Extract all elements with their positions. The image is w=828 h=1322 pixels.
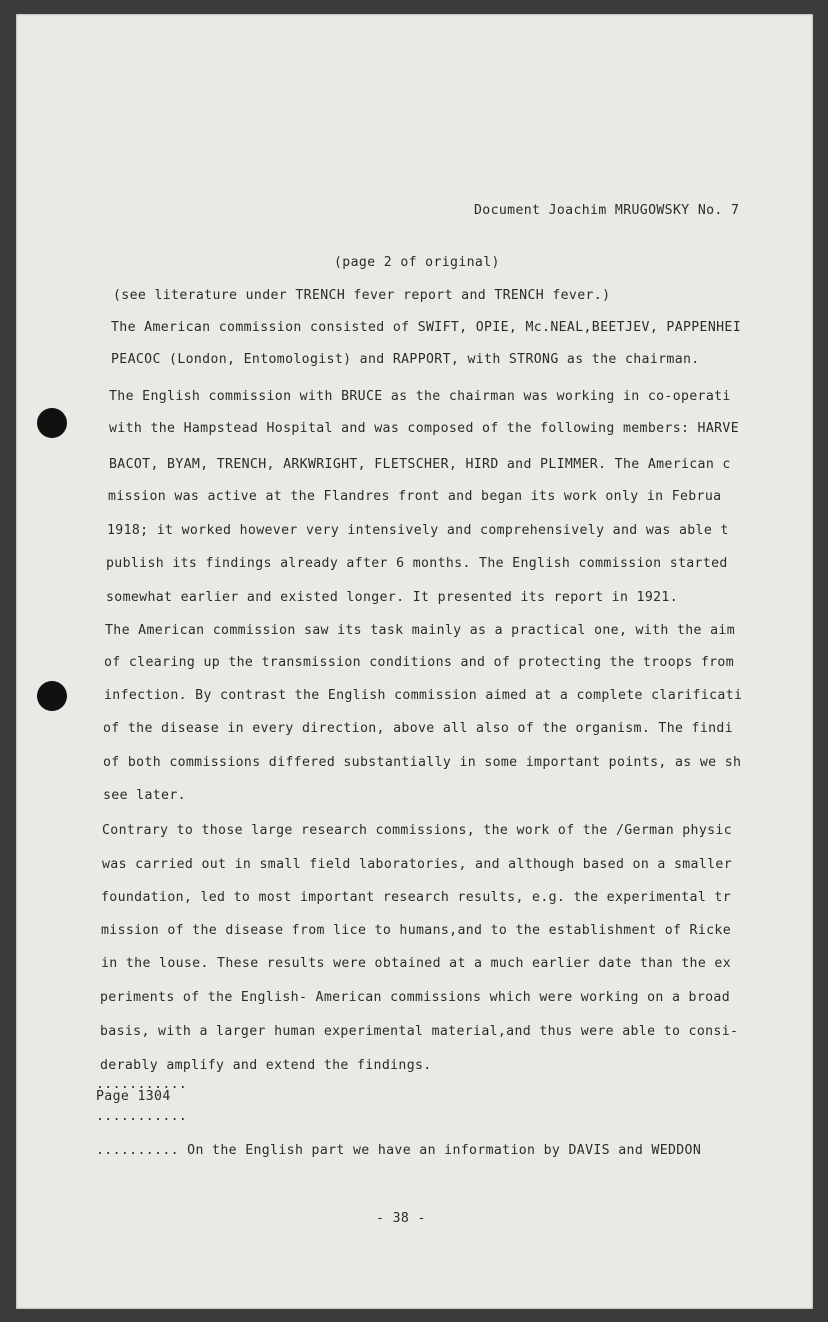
page-reference: Page 1304 (96, 1089, 171, 1104)
text-line: mission was active at the Flandres front and began its work only in Februa (108, 489, 722, 504)
punch-hole-top (37, 408, 67, 438)
document-header: Document Joachim MRUGOWSKY No. 7 (474, 203, 740, 218)
text-line: was carried out in small field laboratories, and although based on a smaller (102, 857, 733, 872)
text-line: of both commissions differed substantially in some important points, as we sh (103, 755, 742, 770)
text-line: .......... On the English part we have an information by DAVIS and WEDDON (96, 1143, 702, 1158)
text-line: in the louse. These results were obtained at a much earlier date than the ex (101, 956, 732, 971)
document-page (16, 14, 813, 1309)
text-line: derably amplify and extend the findings. (100, 1058, 432, 1073)
dotted-rule: ........... (96, 1077, 188, 1092)
text-line: 1918; it worked however very intensively and comprehensively and was able t (107, 523, 729, 538)
text-line: Contrary to those large research commissions, the work of the /German physic (102, 823, 733, 838)
text-line: The English commission with BRUCE as the chairman was working in co-operati (109, 389, 731, 404)
text-line: periments of the English- American commissions which were working on a broad (100, 990, 731, 1005)
text-line: BACOT, BYAM, TRENCH, ARKWRIGHT, FLETSCHER, HIRD and PLIMMER. The American c (109, 457, 731, 472)
page-number: - 38 - (376, 1211, 426, 1226)
text-line: The American commission saw its task mainly as a practical one, with the aim (105, 623, 736, 638)
text-line: foundation, led to most important research results, e.g. the experimental tr (101, 890, 732, 905)
text-line: (see literature under TRENCH fever report and TRENCH fever.) (113, 288, 611, 303)
text-line: infection. By contrast the English commission aimed at a complete clarificati (104, 688, 743, 703)
text-line: of the disease in every direction, above all also of the organism. The findi (103, 721, 734, 736)
punch-hole-bottom (37, 681, 67, 711)
text-line: mission of the disease from lice to humans,and to the establishment of Ricke (101, 923, 732, 938)
text-line: see later. (103, 788, 186, 803)
page-of-original: (page 2 of original) (334, 255, 500, 270)
text-line: PEACOC (London, Entomologist) and RAPPORT, with STRONG as the chairman. (111, 352, 700, 367)
text-line: with the Hampstead Hospital and was composed of the following members: HARVE (109, 421, 740, 436)
text-line: somewhat earlier and existed longer. It presented its report in 1921. (106, 590, 678, 605)
text-line: The American commission consisted of SWIFT, OPIE, Mc.NEAL,BEETJEV, PAPPENHEI (111, 320, 742, 335)
text-line: publish its findings already after 6 months. The English commission started (106, 556, 728, 571)
text-line: of clearing up the transmission conditions and of protecting the troops from (104, 655, 735, 670)
dotted-rule: ........... (96, 1109, 188, 1124)
text-line: basis, with a larger human experimental material,and thus were able to consi- (100, 1024, 739, 1039)
